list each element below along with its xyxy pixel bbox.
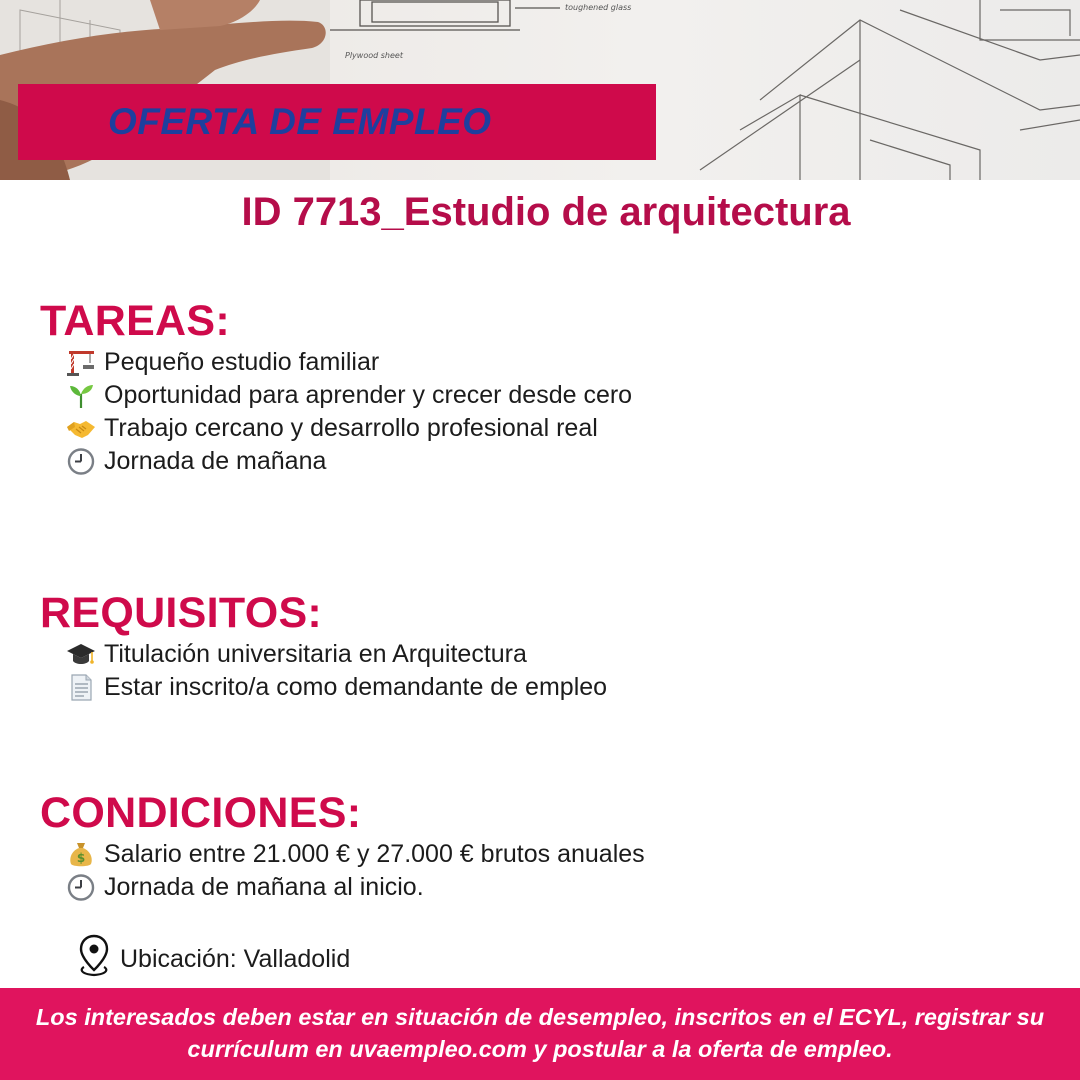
clock-icon: [66, 448, 96, 475]
document-icon: [66, 674, 96, 701]
graduation-cap-icon: [66, 641, 96, 668]
requirements-heading: REQUISITOS:: [40, 589, 323, 637]
list-item-text: Oportunidad para aprender y crecer desde cero: [104, 381, 633, 409]
list-item-text: Jornada de mañana: [104, 447, 327, 475]
list-item: [40, 638, 1040, 671]
footer-line-1: Los interesados deben estar en situación de desempleo, inscritos en el ECYL, registrar su: [35, 1004, 1045, 1030]
list-item: [40, 412, 1040, 445]
list-item-text: Jornada de mañana al inicio.: [104, 873, 424, 901]
footer-text: [10, 1001, 1070, 1065]
list-item: [40, 379, 1040, 412]
location-text: Ubicación: Valladolid: [120, 945, 351, 973]
money-bag-icon: [66, 841, 96, 868]
list-item: [40, 346, 1040, 379]
map-pin-icon: [78, 934, 110, 978]
conditions-section: [40, 788, 1040, 904]
conditions-heading: CONDICIONES:: [40, 789, 362, 837]
handshake-icon: [66, 415, 96, 442]
list-item-text: Salario entre 21.000 € y 27.000 € brutos anuales: [104, 840, 645, 868]
svg-text:toughened glass: toughened glass: [565, 3, 632, 12]
requirements-section: [40, 588, 1040, 704]
hero-image: [0, 0, 1080, 180]
clock-icon: [66, 874, 96, 901]
construction-crane-icon: [66, 349, 96, 376]
list-item: [40, 838, 1040, 871]
tasks-heading: TAREAS:: [40, 297, 231, 345]
list-item: [40, 445, 1040, 478]
footer-banner: [0, 988, 1080, 1080]
list-item: [40, 871, 1040, 904]
list-item-text: Estar inscrito/a como demandante de empleo: [104, 673, 608, 701]
list-item-text: Titulación universitaria en Arquitectura: [104, 640, 527, 668]
job-title: ID 7713_Estudio de arquitectura: [241, 190, 851, 234]
footer-line-2: currículum en uvaempleo.com y postular a la oferta de empleo.: [187, 1036, 893, 1062]
svg-text:$: $: [76, 851, 86, 865]
list-item: [40, 671, 1040, 704]
svg-text:Plywood sheet: Plywood sheet: [345, 51, 403, 60]
list-item-text: Trabajo cercano y desarrollo profesional real: [104, 414, 598, 442]
list-item-text: Pequeño estudio familiar: [104, 348, 380, 376]
job-offer-banner: [18, 84, 656, 160]
tasks-section: [40, 296, 1040, 478]
banner-label: OFERTA DE EMPLEO: [108, 101, 492, 142]
seedling-icon: [66, 382, 96, 409]
